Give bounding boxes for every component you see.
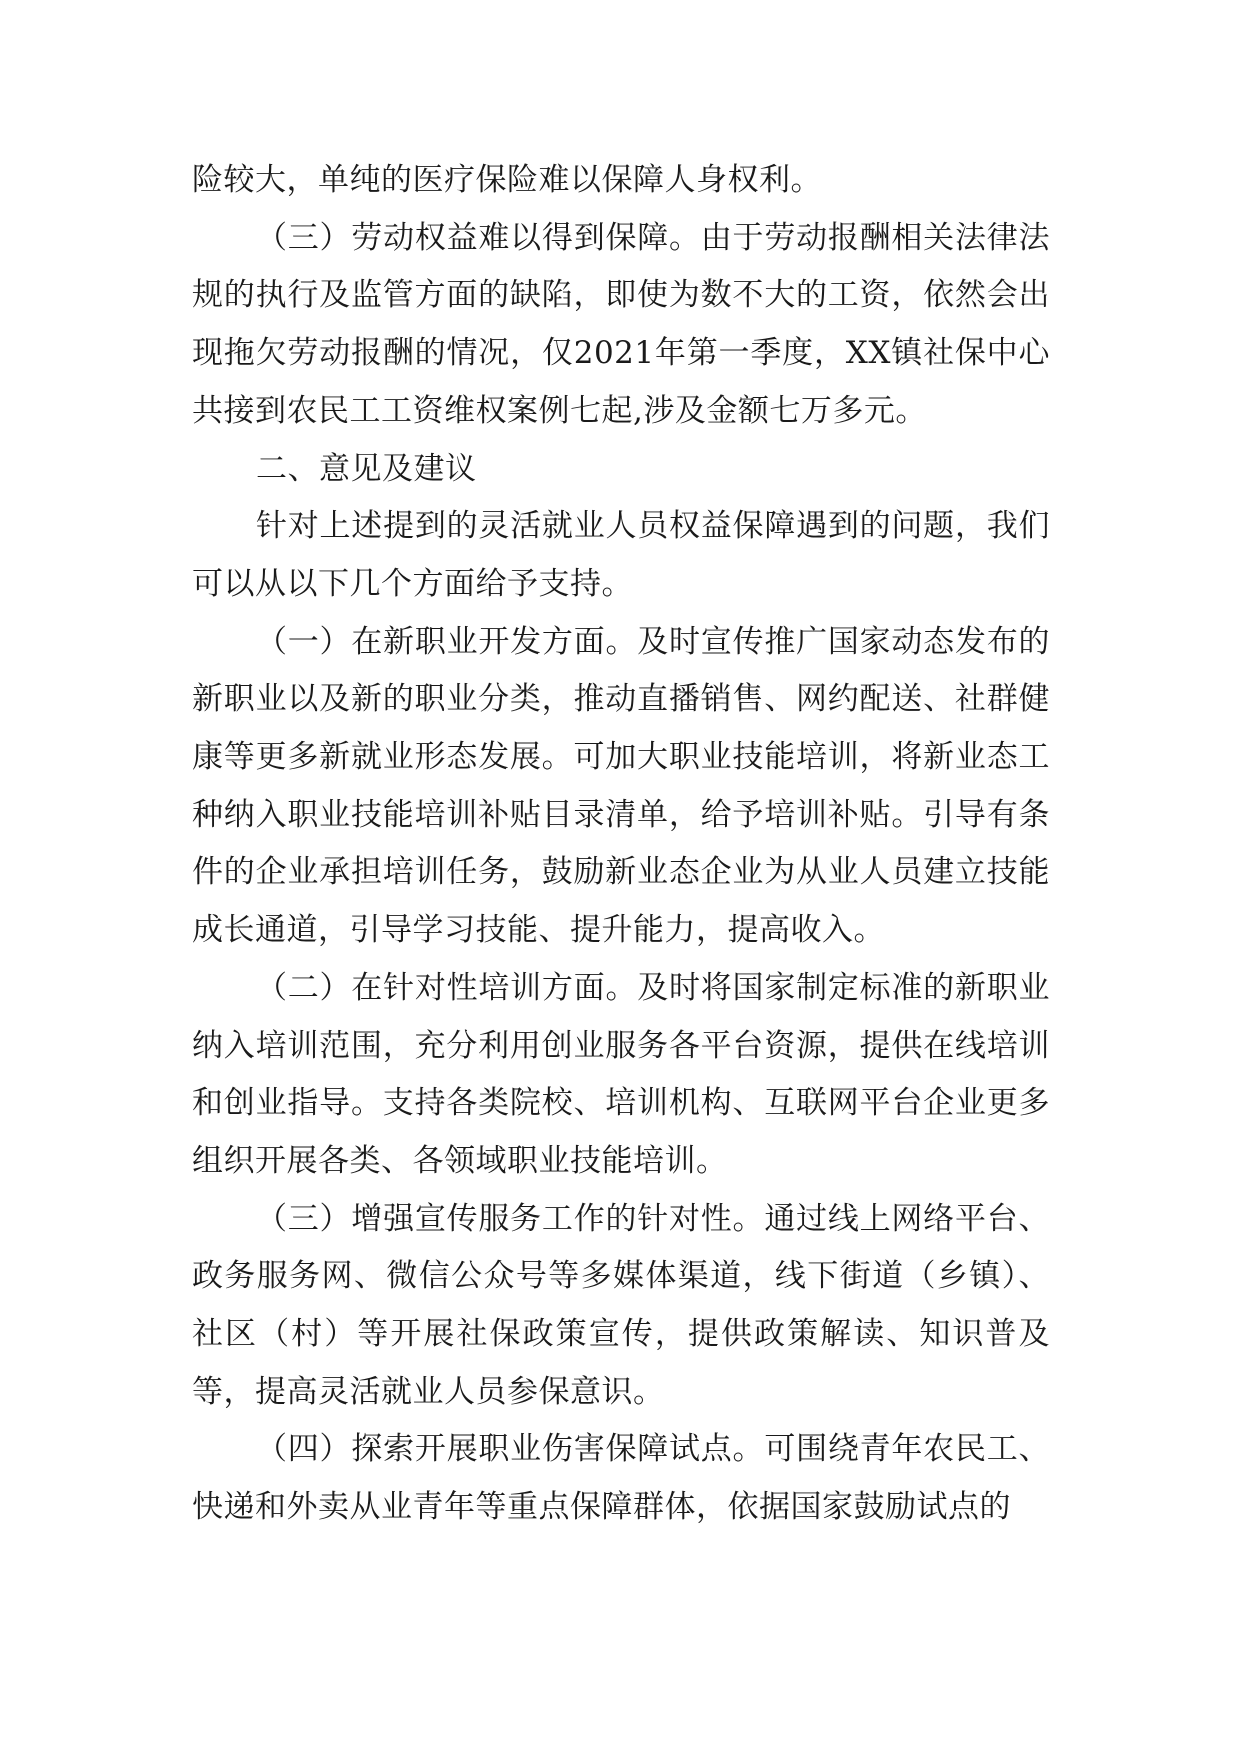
- document-body: [192, 152, 1050, 1537]
- section-heading-suggestions: 二、意见及建议: [256, 450, 477, 487]
- paragraph-3: 针对上述提到的灵活就业人员权益保障遇到的问题，我们可以从以下几个方面给予支持。: [192, 508, 1050, 602]
- paragraph-7: （四）探索开展职业伤害保障试点。可围绕青年农民工、快递和外卖从业青年等重点保障群体，依据国家鼓励试点的: [192, 1431, 1050, 1526]
- paragraph-5: （二）在针对性培训方面。及时将国家制定标准的新职业纳入培训范围，充分利用创业服务各平台资源，提供在线培训和创业指导。支持各类院校、培训机构、互联网平台企业更多组织开展各类、各领域职业技能培训。: [192, 969, 1050, 1179]
- paragraph-6: （三）增强宣传服务工作的针对性。通过线上网络平台、政务服务网、微信公众号等多媒体渠道，线下街道（乡镇）、社区（村）等开展社保政策宣传，提供政策解读、知识普及等，提高灵活就业人员参保意识。: [192, 1200, 1050, 1410]
- paragraph-1: 险较大，单纯的医疗保险难以保障人身权利。: [192, 162, 822, 198]
- paragraph-2: （三）劳动权益难以得到保障。由于劳动报酬相关法律法规的执行及监管方面的缺陷，即使为数不大的工资，依然会出现拖欠劳动报酬的情况，仅2021年第一季度，XX镇社保中心共接到农民工工资维权案例七起,涉及金额七万多元。: [192, 219, 1050, 429]
- paragraph-4: （一）在新职业开发方面。及时宣传推广国家动态发布的新职业以及新的职业分类，推动直播销售、网约配送、社群健康等更多新就业形态发展。可加大职业技能培训，将新业态工种纳入职业技能培训补贴目录清单，给予培训补贴。引导有条件的企业承担培训任务，鼓励新业态企业为从业人员建立技能成长通道，引导学习技能、提升能力，提高收入。: [192, 623, 1050, 949]
